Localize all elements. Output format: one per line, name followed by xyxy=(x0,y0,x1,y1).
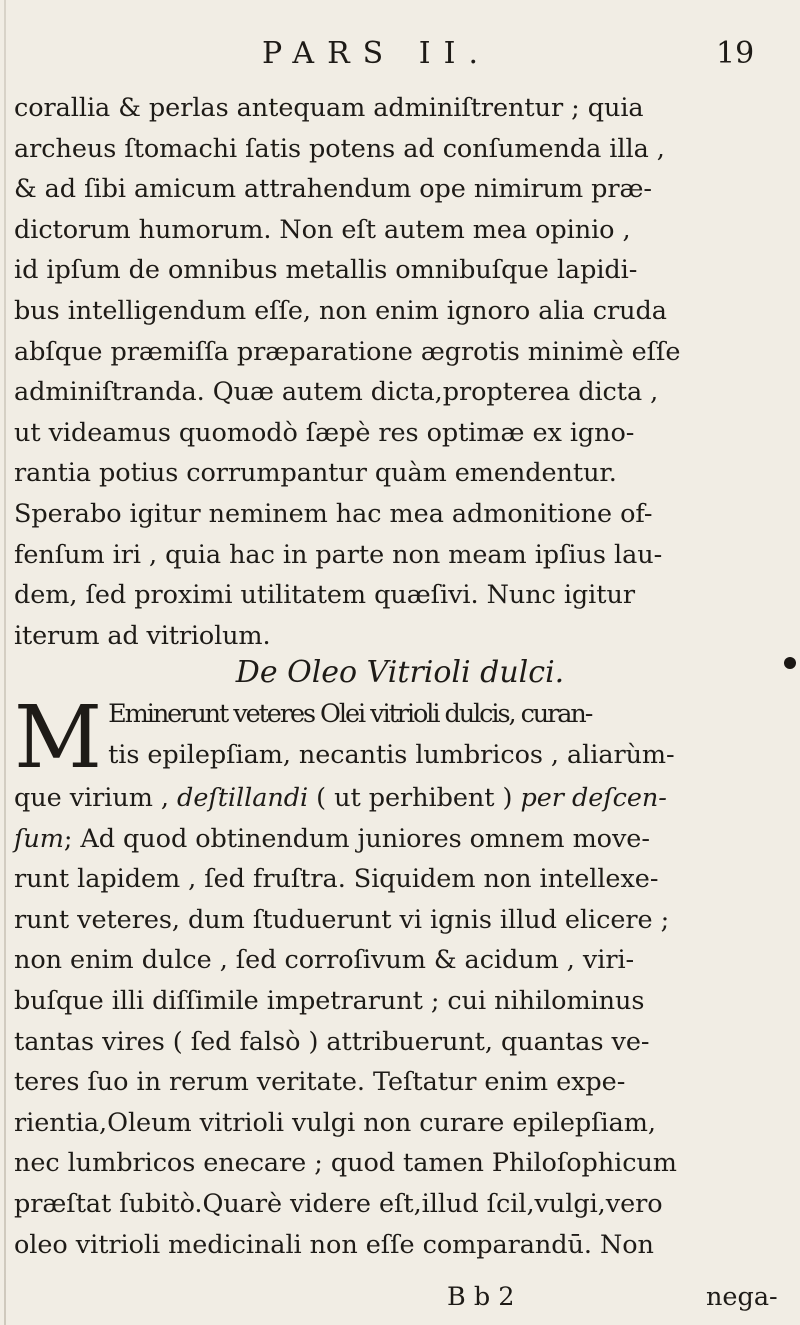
text-line: fenſum iri , quia hac in parte non meam ipſius lau- xyxy=(14,539,663,570)
page-number: 19 xyxy=(716,36,755,71)
text-line: dem, ſed proximi utilitatem quæſivi. Nunc igitur xyxy=(14,580,635,611)
catchword: nega- xyxy=(706,1282,778,1312)
section-heading: De Oleo Vitrioli dulci. xyxy=(235,655,565,690)
section-text xyxy=(14,688,789,1265)
text-line: tantas vires ( ſed falsò ) attribuerunt, quantas ve- xyxy=(14,1026,650,1057)
text-line: nec lumbricos enecare ; quod tamen Philoſophicum xyxy=(14,1148,677,1179)
text-run: que virium , xyxy=(14,783,178,813)
text-line: iterum ad vitriolum. xyxy=(14,620,271,651)
running-header xyxy=(0,34,800,74)
text-line: archeus ſtomachi ſatis potens ad conſumenda illa , xyxy=(14,133,665,164)
text-line: & ad ſibi amicum attrahendum ope nimirum præ- xyxy=(14,174,652,205)
text-line: oleo vitrioli medicinali non eſſe comparandū. Non xyxy=(14,1229,654,1260)
text-line: præſtat ſubitò.Quarè videre eſt,illud ſcil,vulgi,vero xyxy=(14,1188,663,1219)
text-line: Eminerunt veteres Olei vitrioli dulcis, curan- xyxy=(108,699,592,729)
text-run: ; Ad quod obtinendum juniores omnem move- xyxy=(63,823,650,854)
text-line: rientia,Oleum vitrioli vulgi non curare epilepſiam, xyxy=(14,1107,656,1138)
text-line: tis epilepſiam, necantis lumbricos , aliarùm- xyxy=(108,739,675,770)
running-head: PARS II. xyxy=(262,36,492,71)
text-line: corallia & perlas antequam adminiſtrentur ; quia xyxy=(14,93,644,123)
text-line xyxy=(14,778,789,819)
text-line: ut videamus quomodò ſæpè res optimæ ex igno- xyxy=(14,417,635,448)
text-line: buſque illi diſſimile impetrarunt ; cui nihilominus xyxy=(14,985,645,1016)
text-line: abſque præmiſſa præparatione ægrotis minimè eſſe xyxy=(14,336,681,367)
text-line: non enim dulce , ſed corroſivum & acidum , viri- xyxy=(14,945,635,976)
text-run: ( ut perhibent ) xyxy=(308,783,521,813)
text-line: bus intelligendum eſſe, non enim ignoro alia cruda xyxy=(14,295,667,326)
body-text xyxy=(14,88,789,656)
text-line: runt lapidem , ſed fruſtra. Siquidem non intellexe- xyxy=(14,864,659,895)
text-line: Sperabo igitur neminem hac mea admonitione of- xyxy=(14,498,653,529)
drop-cap: M xyxy=(14,688,103,788)
text-line: id ipſum de omnibus metallis omnibuſque lapidi- xyxy=(14,255,638,286)
text-line: teres ſuo in rerum veritate. Teſtatur enim expe- xyxy=(14,1067,626,1098)
text-line: dictorum humorum. Non eſt autem mea opinio , xyxy=(14,214,631,245)
text-line: rantia potius corrumpantur quàm emendentur. xyxy=(14,458,617,489)
italic-run: ſum xyxy=(14,823,64,854)
text-line: runt veteres, dum ſtuduerunt vi ignis illud elicere ; xyxy=(14,904,670,935)
text-line: adminiſtranda. Quæ autem dicta,propterea dicta , xyxy=(14,377,659,408)
italic-run: per deſcen- xyxy=(520,783,667,813)
signature-mark: B b 2 xyxy=(447,1282,515,1312)
italic-run: deſtillandi xyxy=(177,783,309,813)
text-line xyxy=(14,819,789,860)
